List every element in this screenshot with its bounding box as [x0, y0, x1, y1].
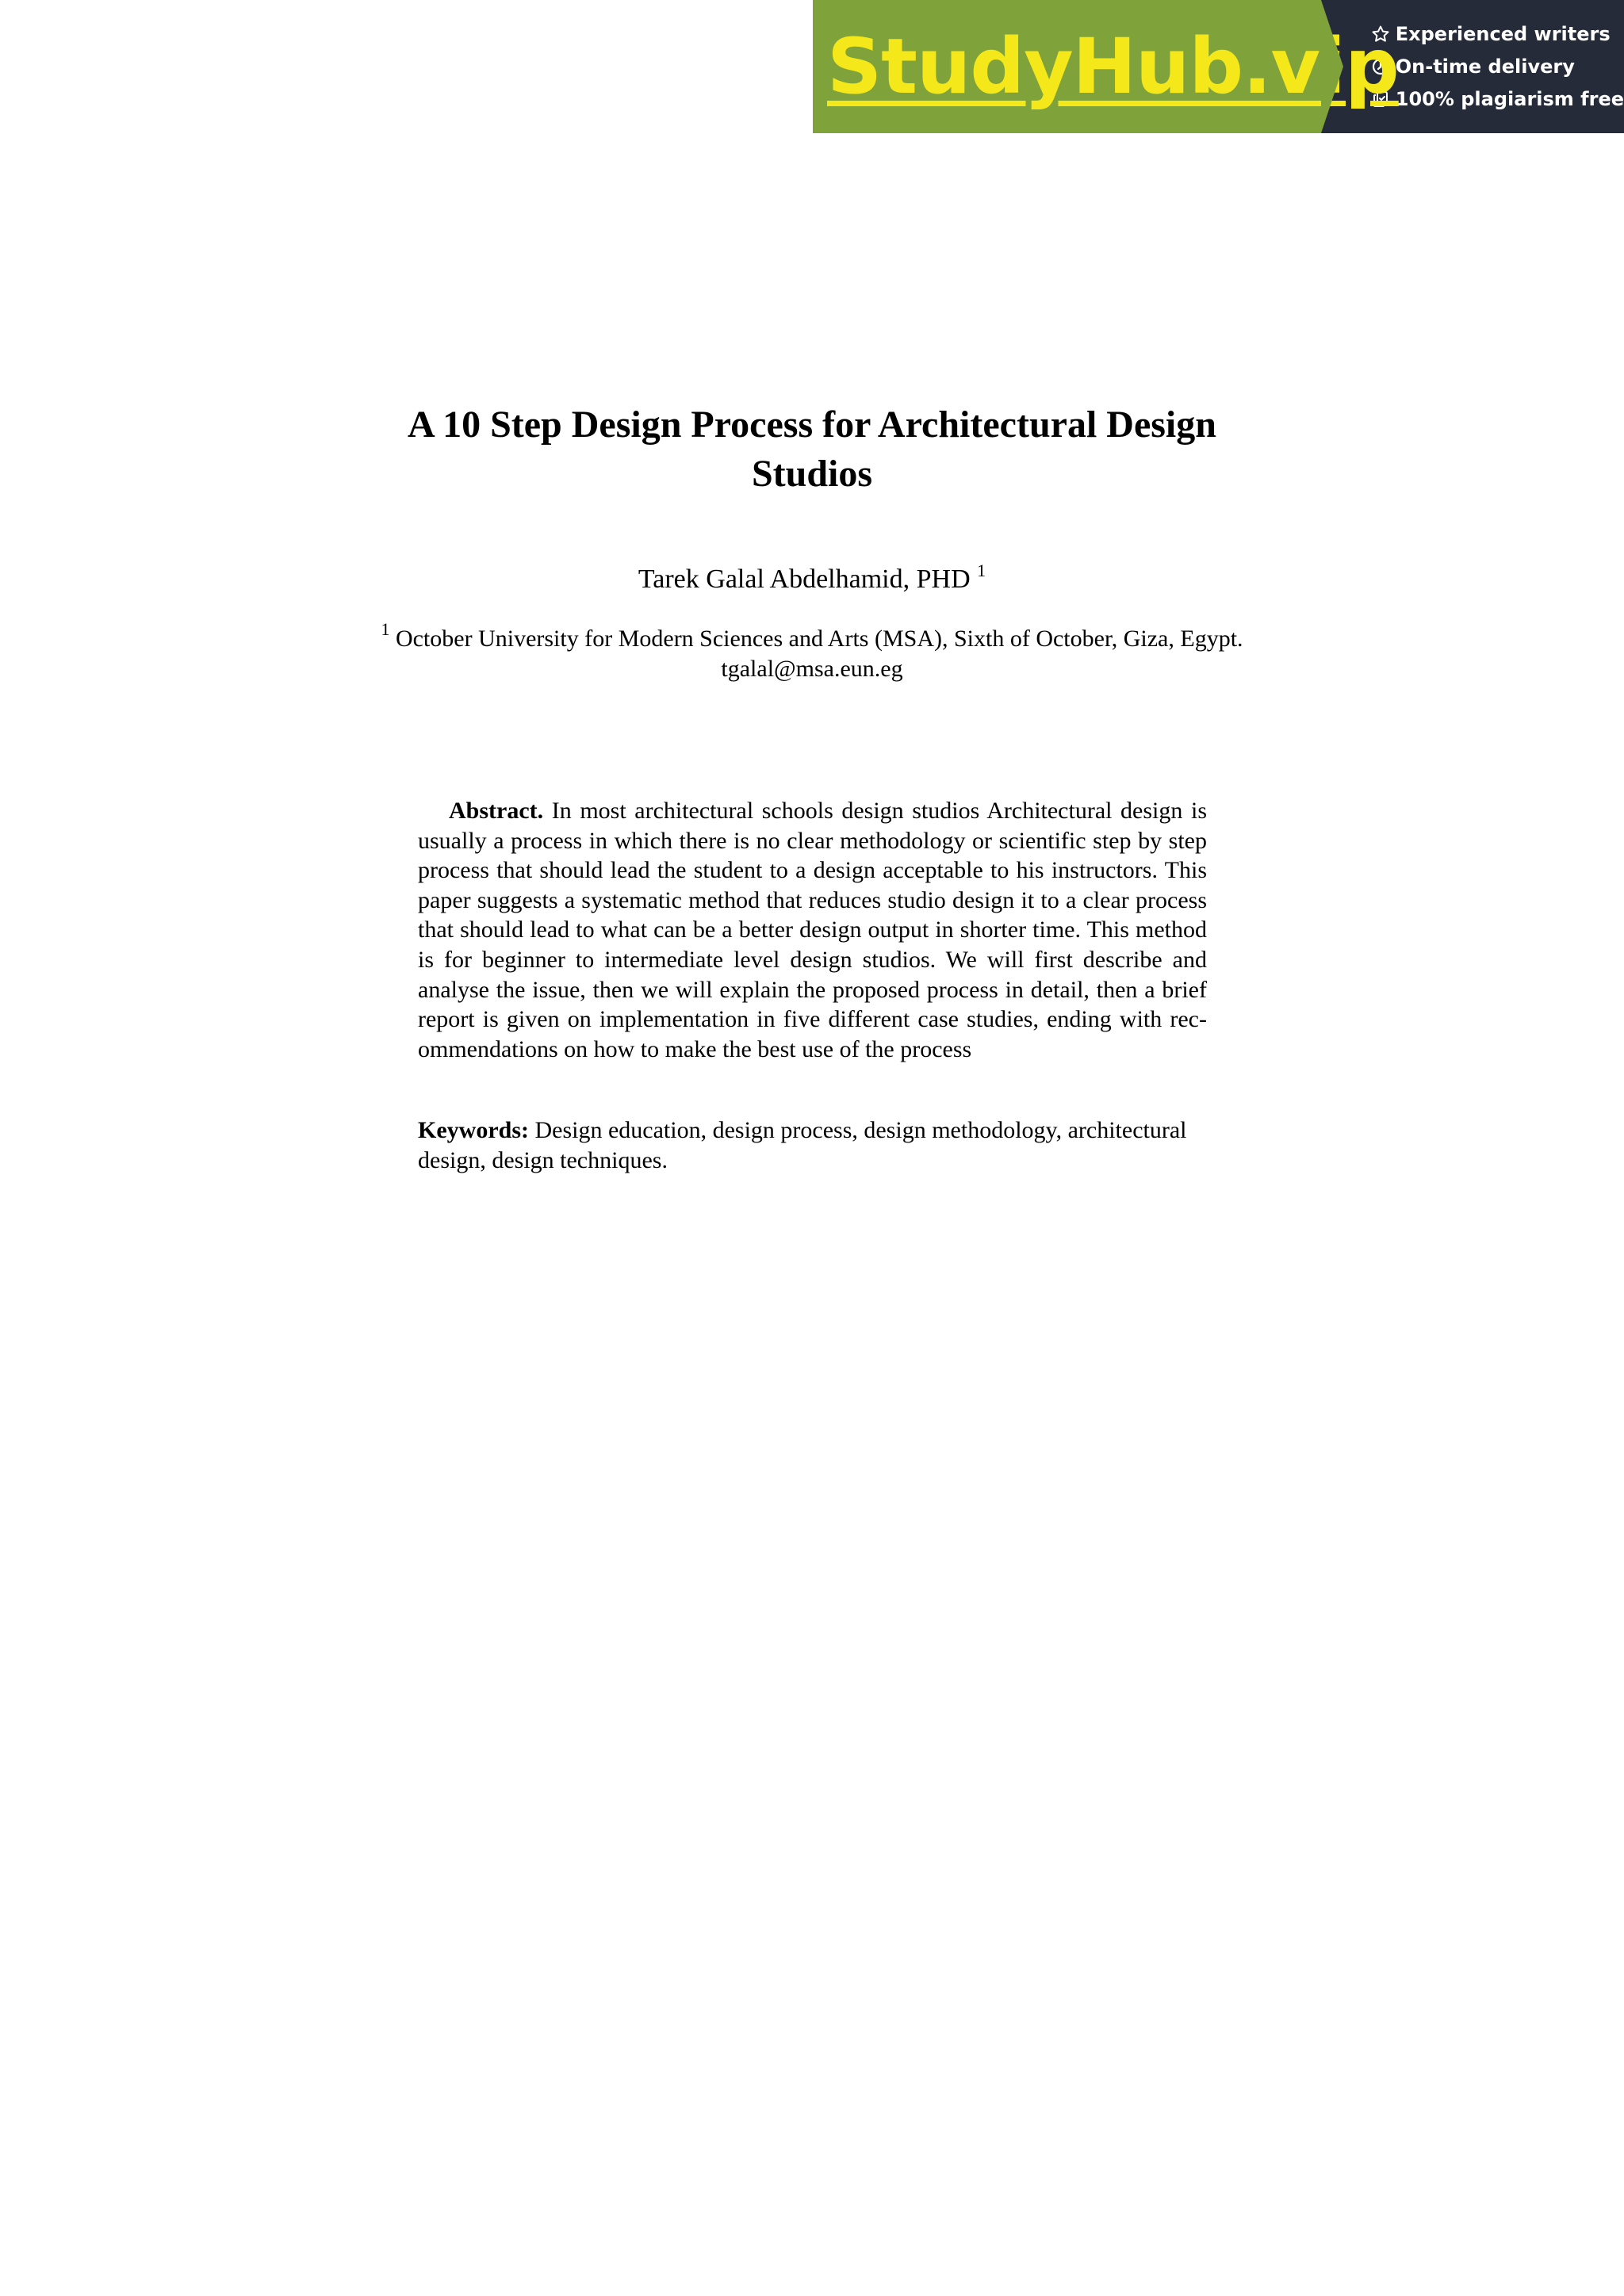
- feature-experienced-writers: [1370, 22, 1624, 47]
- paper-title-line-2: Studios: [751, 453, 873, 495]
- affiliation-marker: 1: [381, 619, 390, 639]
- paper-title-line-1: A 10 Step Design Process for Architectural Design: [408, 404, 1216, 446]
- feature-label: 100% plagiarism free: [1395, 88, 1624, 110]
- banner-brand-panel[interactable]: [813, 0, 1399, 133]
- keywords-label: Keywords:: [418, 1117, 529, 1143]
- feature-label: Experienced writers: [1395, 23, 1611, 45]
- paper-title: [301, 400, 1323, 499]
- abstract-label: Abstract.: [449, 798, 544, 824]
- affiliation-text: October University for Modern Sciences and Arts (MSA), Sixth of October, Giza, Egypt.: [395, 626, 1243, 652]
- author-line: [301, 561, 1323, 598]
- banner-arrow-decoration: [1321, 0, 1343, 133]
- author-affiliation-marker: 1: [977, 561, 986, 580]
- feature-label: On-time delivery: [1395, 55, 1575, 78]
- author-email[interactable]: tgalal@msa.eun.eg: [721, 656, 903, 682]
- abstract-text: In most architectural schools design studios Architectural design is usually a process in which there is no clear methodology or scientific step by step process that should lead the student to a design acceptable to his instructors. This paper suggests a systematic method that reduces studio design it to a clear process that should lead to what can be a better design output in shorter time. This method is for beginner to intermediate level design studios. We will first describe and analyse the issue, then we will explain the proposed process in detail, then a brief report is given on implementation in five different case studies, ending with recommendations on how to make the best use of the process: [418, 798, 1207, 1062]
- keywords-text: Design education, design process, design methodology, architectural design, design techniques.: [418, 1117, 1187, 1173]
- feature-on-time-delivery: [1370, 55, 1624, 79]
- studyhub-logo[interactable]: StudyHub.vip: [827, 22, 1399, 111]
- feature-plagiarism-free: [1370, 87, 1624, 112]
- abstract: [418, 796, 1207, 1064]
- studyhub-banner[interactable]: [813, 0, 1624, 133]
- author-name: Tarek Galal Abdelhamid, PHD: [638, 564, 971, 594]
- affiliation-block: [238, 619, 1386, 684]
- keywords: [418, 1115, 1207, 1175]
